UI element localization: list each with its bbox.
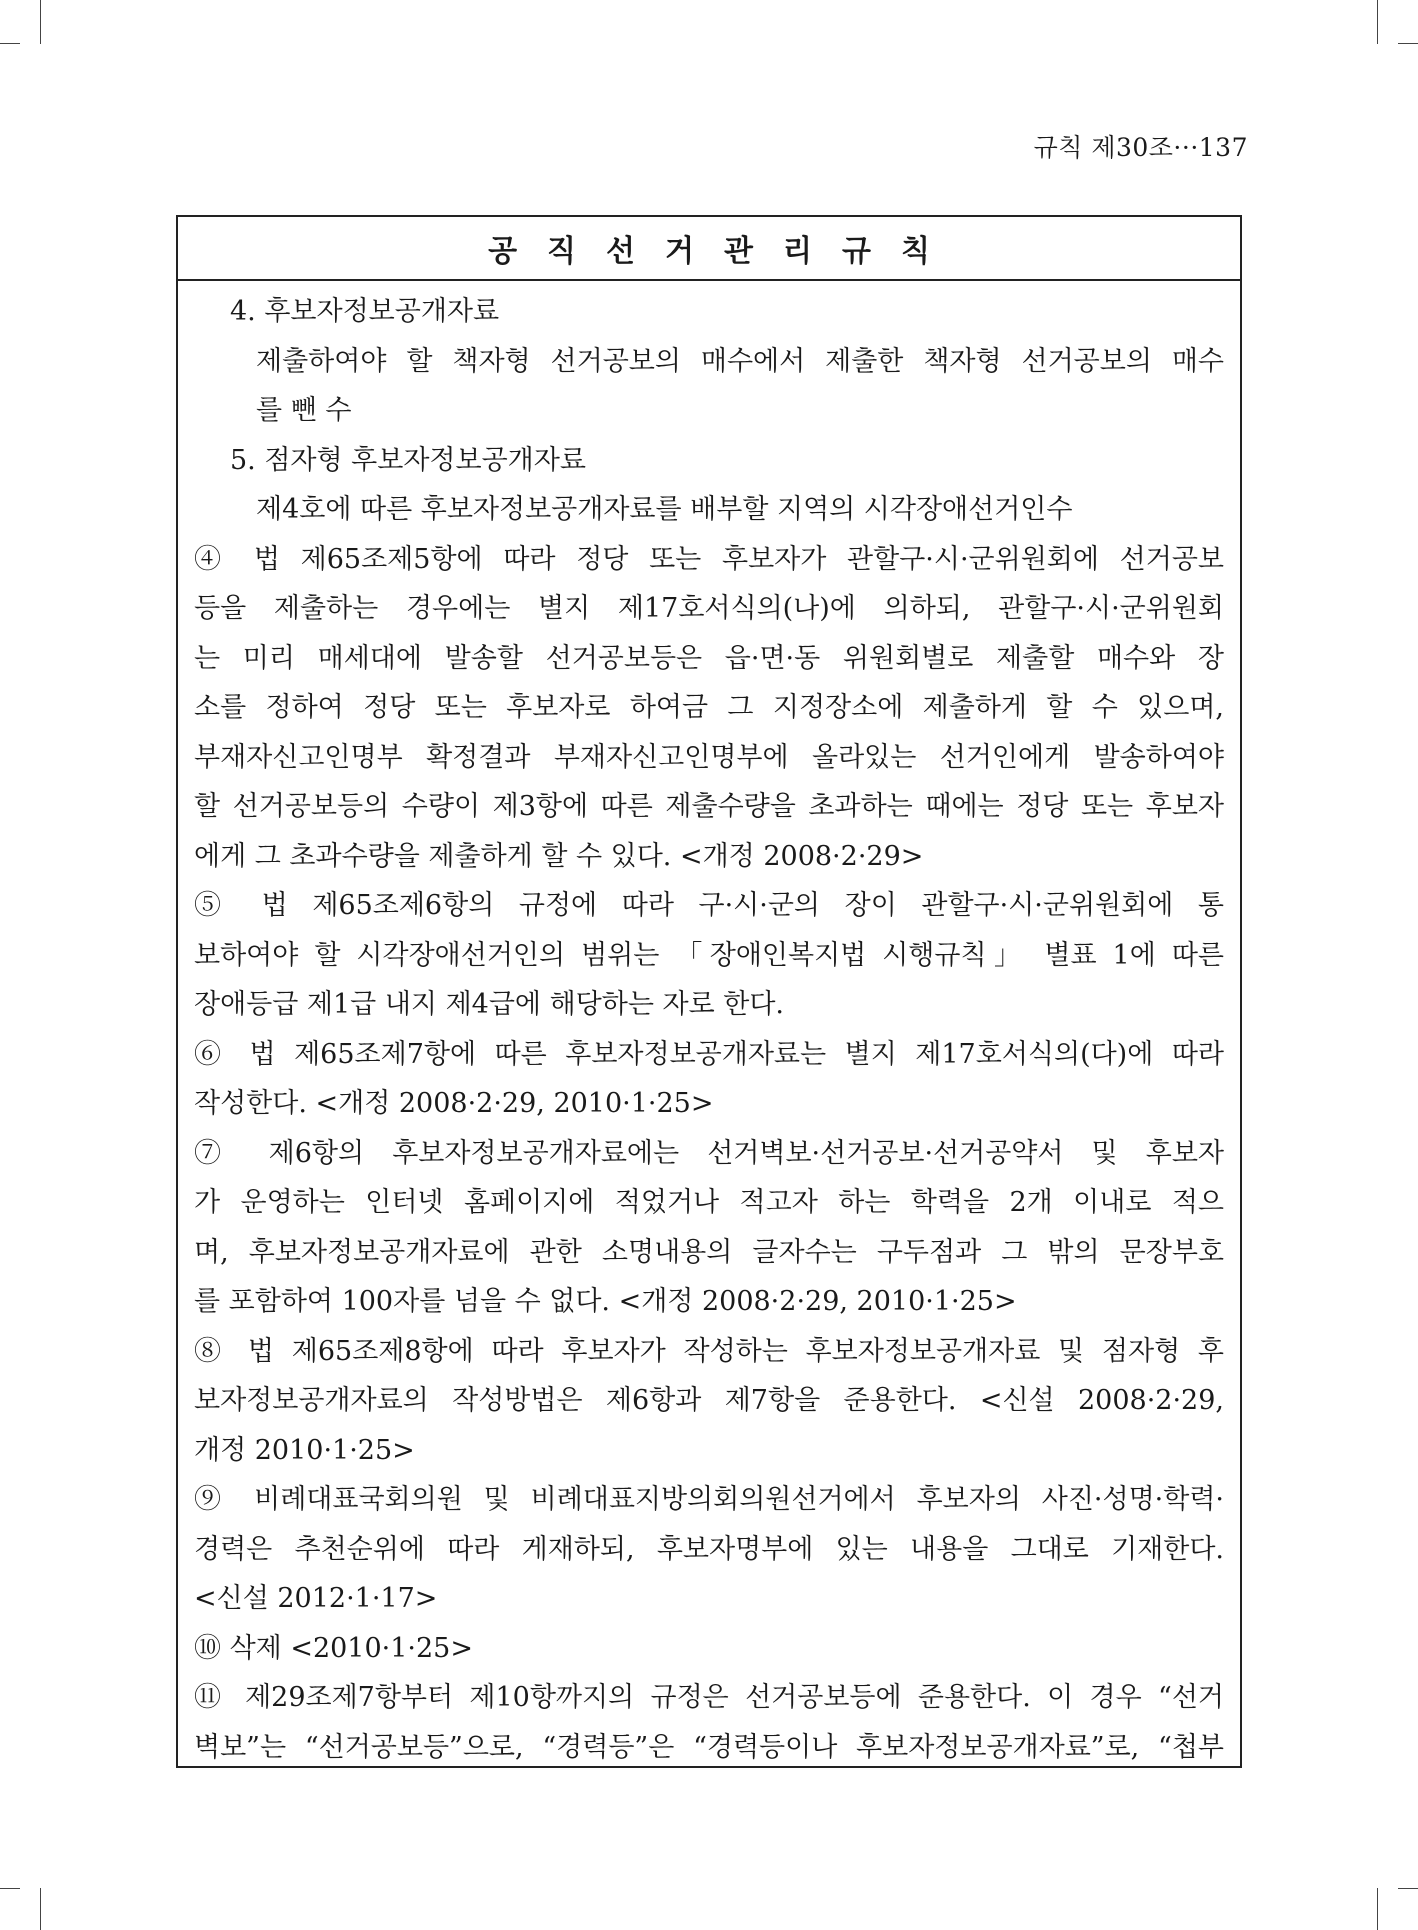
paragraph-line: 부재자신고인명부 확정결과 부재자신고인명부에 올라있는 선거인에게 발송하여야 (194, 741, 1224, 773)
paragraph-line: <신설 2012·1·17> (194, 1583, 438, 1614)
paragraph-line: ⑩ 삭제 <2010·1·25> (194, 1632, 473, 1664)
paragraph-line: 제출하여야 할 책자형 선거공보의 매수에서 제출한 책자형 선거공보의 매수 (256, 345, 1224, 377)
paragraph-line: 경력은 추천순위에 따라 게재하되, 후보자명부에 있는 내용을 그대로 기재한다. (194, 1533, 1224, 1565)
paragraph-line: 작성한다. <개정 2008·2·29, 2010·1·25> (194, 1088, 714, 1119)
crop-mark-bottom-left-v (40, 1888, 41, 1930)
crop-mark-top-right-v (1377, 0, 1378, 44)
paragraph-line: 할 선거공보등의 수량이 제3항에 따른 제출수량을 초과하는 때에는 정당 또는 후보자 (194, 791, 1224, 822)
paragraph-line: ⑤ 법 제65조제6항의 규정에 따라 구·시·군의 장이 관할구·시·군위원회에 통 (194, 890, 1224, 921)
paragraph-line: 소를 정하여 정당 또는 후보자로 하여금 그 지정장소에 제출하게 할 수 있으며, (194, 692, 1224, 723)
running-head: 규칙 제30조···137 (1033, 133, 1248, 162)
item-title: 5. 점자형 후보자정보공개자료 (230, 444, 586, 476)
paragraph-line: 제4호에 따른 후보자정보공개자료를 배부할 지역의 시각장애선거인수 (256, 494, 1073, 525)
item-title: 4. 후보자정보공개자료 (230, 296, 500, 327)
paragraph-line: 가 운영하는 인터넷 홈페이지에 적었거나 적고자 하는 학력을 2개 이내로 적으 (194, 1187, 1224, 1218)
crop-mark-top-left-h (0, 43, 20, 44)
paragraph-line: ⑨ 비례대표국회의원 및 비례대표지방의회의원선거에서 후보자의 사진·성명·학력· (194, 1484, 1224, 1515)
paragraph-line: 며, 후보자정보공개자료에 관한 소명내용의 글자수는 구두점과 그 밖의 문장부호 (194, 1236, 1224, 1268)
crop-mark-top-right-h (1398, 43, 1418, 44)
paragraph-line: 에게 그 초과수량을 제출하게 할 수 있다. <개정 2008·2·29> (194, 840, 924, 872)
crop-mark-bottom-left-h (0, 1888, 20, 1889)
paragraph-line: 보하여야 할 시각장애선거인의 범위는 「장애인복지법 시행규칙」 별표 1에 따른 (194, 939, 1224, 971)
paragraph-line: 개정 2010·1·25> (194, 1434, 415, 1466)
regulation-box (176, 215, 1242, 1768)
paragraph-line: 를 포함하여 100자를 넘을 수 없다. <개정 2008·2·29, 2010·1·25> (194, 1286, 1017, 1317)
paragraph-line: ⑥ 법 제65조제7항에 따른 후보자정보공개자료는 별지 제17호서식의(다)에 따라 (194, 1038, 1224, 1070)
paragraph-line: 보자정보공개자료의 작성방법은 제6항과 제7항을 준용한다. <신설 2008·2·29, (194, 1385, 1224, 1416)
crop-mark-bottom-right-v (1377, 1888, 1378, 1930)
paragraph-line: 벽보”는 “선거공보등”으로, “경력등”은 “경력등이나 후보자정보공개자료”로, “첩부 (194, 1731, 1224, 1763)
paragraph-line: 는 미리 매세대에 발송할 선거공보등은 읍·면·동 위원회별로 제출할 매수와 장 (194, 642, 1224, 674)
paragraph-line: ⑪ 제29조제7항부터 제10항까지의 규정은 선거공보등에 준용한다. 이 경우 “선거 (194, 1682, 1224, 1713)
paragraph-line: 를 뺀 수 (256, 395, 352, 426)
paragraph-line: ⑧ 법 제65조제8항에 따라 후보자가 작성하는 후보자정보공개자료 및 점자형 후 (194, 1335, 1224, 1367)
crop-mark-bottom-right-h (1398, 1888, 1418, 1889)
paragraph-line: 등을 제출하는 경우에는 별지 제17호서식의(나)에 의하되, 관할구·시·군위원회 (194, 593, 1224, 624)
paragraph-line: ④ 법 제65조제5항에 따라 정당 또는 후보자가 관할구·시·군위원회에 선거공보 (194, 543, 1224, 575)
regulation-text (178, 281, 1240, 1772)
box-title: 공직선거관리규칙 (178, 217, 1240, 281)
paragraph-line: 장애등급 제1급 내지 제4급에 해당하는 자로 한다. (194, 989, 784, 1020)
crop-mark-top-left-v (40, 0, 41, 44)
paragraph-line: ⑦ 제6항의 후보자정보공개자료에는 선거벽보·선거공보·선거공약서 및 후보자 (194, 1137, 1224, 1169)
